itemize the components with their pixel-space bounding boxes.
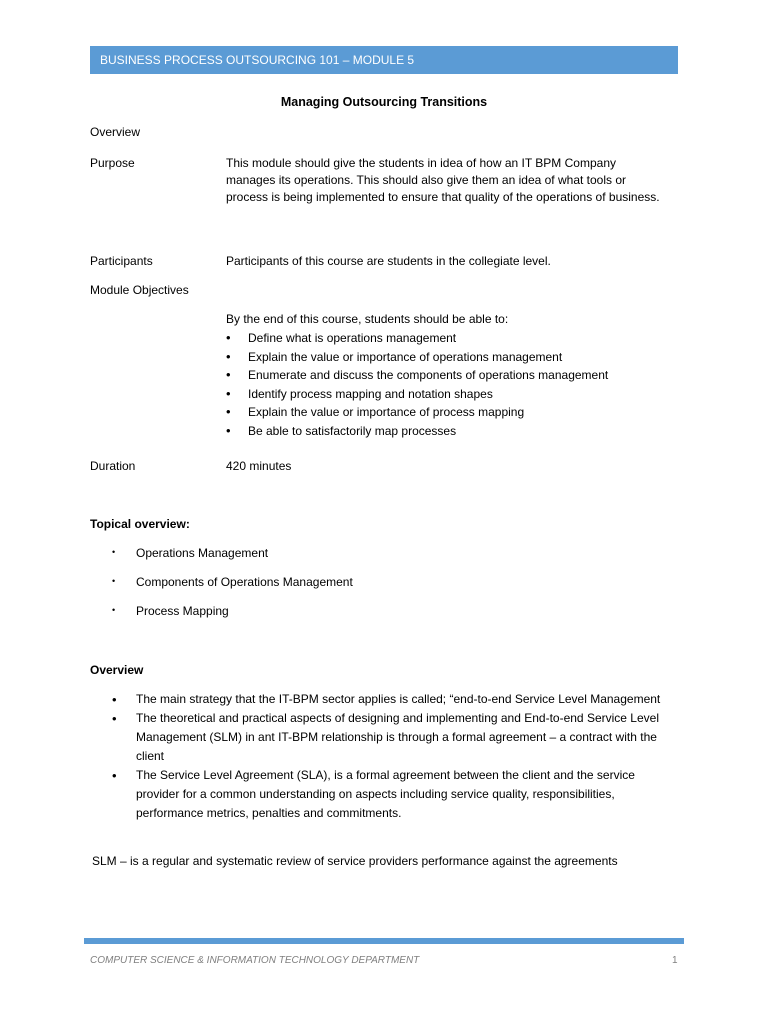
objectives-label: Module Objectives — [90, 283, 189, 297]
overview-list — [112, 690, 672, 823]
list-item: • Operations Management — [112, 545, 353, 574]
document-title: Managing Outsourcing Transitions — [280, 95, 488, 109]
list-item: • The Service Level Agreement (SLA), is a formal agreement between the client and the service provider for a common understanding on aspects including service quality, responsibilities, performance metrics, penalties and commitments. — [112, 766, 672, 823]
list-item: • The theoretical and practical aspects of designing and implementing and End-to-end Service Level Management (SLM) in ant IT-BPM relationship is through a formal agreement – a contract with the client — [112, 709, 672, 766]
list-item: • Identify process mapping and notation shapes — [226, 385, 608, 404]
list-item: • The main strategy that the IT-BPM sector applies is called; “end-to-end Service Level Management — [112, 690, 672, 709]
list-item: • Enumerate and discuss the components of operations management — [226, 366, 608, 385]
footer-department: COMPUTER SCIENCE & INFORMATION TECHNOLOGY DEPARTMENT — [90, 955, 420, 966]
header-title: BUSINESS PROCESS OUTSOURCING 101 – MODULE 5 — [100, 53, 415, 67]
slm-note: SLM – is a regular and systematic review of service providers performance against the agreements — [92, 854, 618, 868]
topical-overview-heading: Topical overview: — [90, 517, 190, 531]
overview-heading: Overview — [90, 663, 144, 677]
list-item: • Define what is operations management — [226, 329, 608, 348]
footer-divider — [84, 938, 684, 944]
page-number: 1 — [672, 955, 678, 966]
page-header — [90, 46, 678, 74]
list-item: • Explain the value or importance of operations management — [226, 348, 608, 367]
list-item: • Process Mapping — [112, 603, 353, 632]
objectives-intro: By the end of this course, students should be able to: — [226, 312, 509, 326]
duration-label: Duration — [90, 459, 136, 473]
list-item: • Components of Operations Management — [112, 574, 353, 603]
purpose-text: This module should give the students in idea of how an IT BPM Company manages its operations. This should also give them an idea of what tools or process is being implemented to ensure that quality of the operations of business. — [226, 156, 660, 204]
participants-text: Participants of this course are students in the collegiate level. — [226, 254, 551, 268]
overview-label: Overview — [90, 125, 141, 139]
purpose-label: Purpose — [90, 156, 135, 170]
topical-overview-list — [112, 545, 353, 632]
participants-label: Participants — [90, 254, 153, 268]
list-item: • Explain the value or importance of process mapping — [226, 403, 608, 422]
objectives-list — [226, 329, 608, 441]
duration-text: 420 minutes — [226, 459, 292, 473]
list-item: • Be able to satisfactorily map processes — [226, 422, 608, 441]
